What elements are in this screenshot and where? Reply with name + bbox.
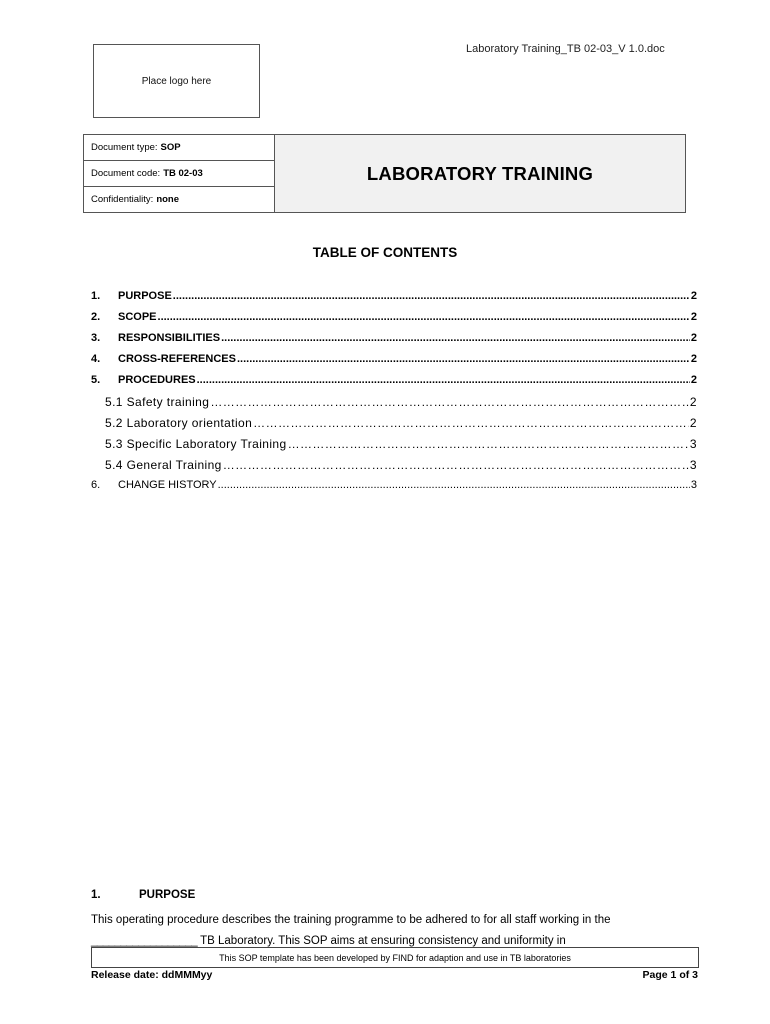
toc-leader-dots [210,395,689,409]
toc-entry-page: 3 [690,479,697,491]
document-title: LABORATORY TRAINING [275,135,685,212]
section-number: 1. [91,889,101,901]
toc-entry-responsibilities[interactable] [91,332,697,353]
toc-entry-procedures[interactable] [91,374,697,395]
section-title: PURPOSE [139,889,196,901]
document-type-row [84,135,274,161]
document-filename: Laboratory Training_TB 02-03_V 1.0.doc [466,43,665,55]
confidentiality-value: none [156,194,180,205]
toc-entry-cross-references[interactable] [91,353,697,374]
toc-entry-label: CHANGE HISTORY [118,479,217,491]
toc-entry-label: SCOPE [118,311,157,323]
document-code-label: Document code: [91,168,161,179]
toc-entry-label: PURPOSE [118,290,172,302]
toc-leader-dots [173,290,690,302]
toc-entry-page: 2 [690,332,697,344]
logo-placeholder [93,44,260,118]
toc-entry-page: 2 [689,416,697,430]
toc-entry-safety-training[interactable] [91,395,697,416]
footer-notice: This SOP template has been developed by FIND for adaption and use in TB laboratories [219,952,571,963]
lab-name-blank: __________________ [91,935,198,947]
footer-notice-box [91,947,699,968]
document-code-row [84,161,274,187]
confidentiality-label: Confidentiality: [91,194,154,205]
purpose-paragraph [91,910,701,952]
toc-entry-purpose[interactable] [91,290,697,311]
toc-entry-change-history[interactable] [91,479,697,500]
toc-entry-label: RESPONSIBILITIES [118,332,221,344]
toc-leader-dots [221,332,690,344]
toc-leader-dots [253,416,689,430]
toc-leader-dots [218,479,690,491]
toc-entry-page: 2 [690,353,697,365]
toc-entry-number: 1. [91,290,101,302]
toc-entry-label: 5.1 Safety training [105,395,210,409]
purpose-line-2: TB Laboratory. This SOP aims at ensuring consistency and uniformity in [197,935,566,947]
toc-entry-number: 4. [91,353,101,365]
toc-entry-page: 3 [689,437,697,451]
toc-entry-page: 2 [690,374,697,386]
toc-entry-label: 5.4 General Training [105,458,222,472]
toc-entry-label: PROCEDURES [118,374,196,386]
toc-leader-dots [237,353,690,365]
toc-entry-page: 2 [690,290,697,302]
document-meta-column [84,135,275,212]
document-type-value: SOP [160,142,181,153]
toc-leader-dots [197,374,690,386]
toc-entry-page: 2 [690,311,697,323]
toc-entry-number: 2. [91,311,101,323]
toc-entry-scope[interactable] [91,311,697,332]
document-code-value: TB 02-03 [163,168,203,179]
toc-entry-label: 5.2 Laboratory orientation [105,416,253,430]
table-of-contents [91,290,697,500]
page-number: Page 1 of 3 [642,969,698,981]
document-header-table [83,134,686,213]
toc-heading: TABLE OF CONTENTS [312,245,458,260]
toc-entry-page: 3 [689,458,697,472]
toc-entry-label: 5.3 Specific Laboratory Training [105,437,287,451]
toc-entry-label: CROSS-REFERENCES [118,353,236,365]
toc-entry-specific-laboratory-training[interactable] [91,437,697,458]
toc-entry-page: 2 [689,395,697,409]
toc-entry-number: 6. [91,479,101,491]
confidentiality-row [84,187,274,212]
toc-entry-number: 3. [91,332,101,344]
toc-entry-laboratory-orientation[interactable] [91,416,697,437]
release-date: Release date: ddMMMyy [91,969,213,981]
toc-entry-general-training[interactable] [91,458,697,479]
logo-placeholder-text: Place logo here [141,75,212,87]
toc-leader-dots [158,311,690,323]
toc-leader-dots [223,458,689,472]
toc-leader-dots [288,437,689,451]
purpose-line-1: This operating procedure describes the training programme to be adhered to for all staff working in the [91,914,611,926]
section-heading-purpose [91,889,195,901]
document-type-label: Document type: [91,142,158,153]
toc-entry-number: 5. [91,374,101,386]
